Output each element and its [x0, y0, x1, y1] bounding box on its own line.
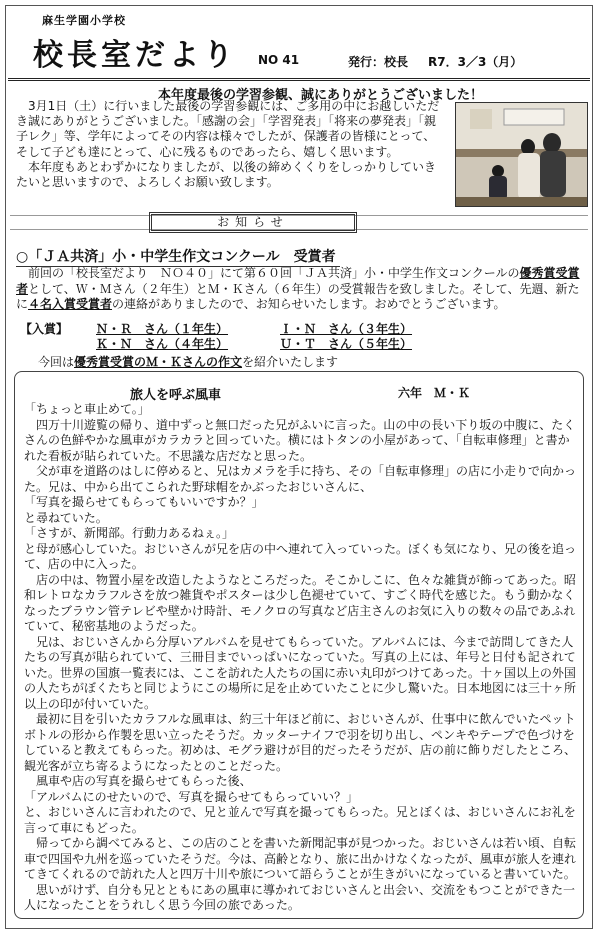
essay-paragraph: 「さすが、新聞部。行動力あるねぇ。」 [24, 526, 235, 540]
essay-title: 旅人を呼ぶ風車 [130, 388, 222, 403]
text-segment: の連絡がありましたので、お知らせいたします。おめでとうございます。 [112, 297, 506, 312]
intro-paragraph: 本年度もあとわずかになりましたが、以後の締めくくりをしっかりしていきたいと思いますので、よろしくお願い致します。 [16, 159, 437, 190]
essay-paragraph: 最初に目を引いたカラフルな風車は、約三十年ほど前に、おじいさんが、仕事中に飲んでいたペットボトルの形から作製を思い立ったそうだ。カッターナイフで羽を切り出し、ペンキやテープで色づけをしていると教えてもらった。初めは、モグラ避けが目的だったそうだが、店の前に飾りだしたところ、観光客が立ち寄るようになったとのことだった。 [24, 712, 577, 773]
issue-date: R7．3／3（月） [428, 55, 523, 69]
essay-paragraph: と尋ねていた。 [24, 510, 108, 525]
essay-paragraph: 「ちょっと車止めて。」 [24, 402, 150, 416]
class-photo [455, 102, 588, 207]
notice-title: お知らせ [149, 212, 357, 233]
essay-paragraph: 「アルバムにのせたいので、写真を撮らせてもらっていい？」 [24, 789, 359, 804]
highlight-text: ４名入賞受賞者 [28, 297, 113, 312]
publisher: 発行：校長 [348, 55, 409, 69]
essay-paragraph: 思いがけず、自分も兄とともにあの風車に導かれておじいさんと出会い、交流をもつことができた一人になったことをうれしく思う今回の旅であった。 [24, 882, 576, 912]
intro-text [16, 99, 444, 190]
essay-paragraph: と母が感心していた。おじいさんが兄を店の中へ連れて入っていった。ぼくも気になり、兄の後を追って、店の中に入った。 [24, 541, 577, 571]
section-body [16, 266, 582, 313]
text-segment: を紹介いたします [242, 355, 339, 369]
essay-paragraph: 風車や店の写真を撮らせてもらった後、 [24, 774, 252, 788]
award-winner: Ｕ・Ｔ さん（５年生） [280, 337, 413, 351]
intro-paragraph: 3月1日（土）に行いました最後の学習参観には、ご多用の中にお越しいただき誠にありがとうございました。「感謝の会」「学習発表」「将来の夢発表」「親子レク」等、学年によってその内容は様々でしたが、保護者の皆様にとって、そして子ども達にとって、心に残るものであったら、嬉しく思います。 [16, 99, 440, 159]
section-heading: ○「ＪＡ共済」小・中学生作文コンクール 受賞者 [16, 246, 340, 267]
award-winner: Ｉ・Ｎ さん（３年生） [280, 322, 413, 336]
newsletter-title: 校長室だより [33, 38, 237, 73]
headline: 本年度最後の学習参観、誠にありがとうございました！ [158, 88, 484, 103]
award-label: 【入賞】 [20, 322, 69, 336]
essay-introduction [38, 353, 338, 370]
highlight-text: 優秀賞受賞者 [16, 266, 580, 296]
award-winner: Ｋ・Ｎ さん（４年生） [96, 337, 229, 351]
class-photo-image [456, 103, 588, 207]
issue-number: NO 41 [258, 53, 300, 67]
essay-author: 六年 Ｍ・Ｋ [398, 386, 471, 400]
essay-paragraph: と、おじいさんに言われたので、兄と並んで写真を撮ってもらった。兄とぼくは、おじいさんにお礼を言って車にもどった。 [24, 805, 576, 835]
award-winner: Ｎ・Ｒ さん（１年生） [96, 322, 229, 336]
essay-paragraph: 「写真を撮らせてもらってもいいですか？」 [24, 495, 264, 509]
text-segment: 今回は [38, 355, 75, 369]
essay-paragraph: 兄は、おじいさんから分厚いアルバムを見せてもらっていた。アルバムには、今まで訪問してきた人たちの写真が貼られていて、三冊目までいっぱいになっていた。写真の上には、年号と日付も記されていた。世界の国旗一覧表には、ここを訪れた人たちの国に赤い丸印がつけてあった。十ヶ国以上の外国の人たちがぼくたちと同じようにこの場所に足を止めていたことに少し驚いた。日本地図には三十ヶ所以上の印が付いていた。 [24, 634, 577, 711]
award-announcement [16, 266, 582, 313]
essay-paragraph: 四万十川遊覧の帰り、道中ずっと無口だった兄がふいに言った。山の中の長い下り坂の中腹に、たくさんの色鮮やかな風車がカラカラと回っていた。横にはトタンの小屋があって、「自転車修理」と書かれた看板が貼られていた。不思議な店だなと思った。 [24, 417, 576, 463]
text-segment: として、Ｗ・Ｍさん（２年生）とＭ・Ｋさん（６年生）の受賞報告を致しました。そして、先週、新たに [16, 281, 580, 312]
essay-paragraph: 帰ってから調べてみると、この店のことを書いた新聞記事が見つかった。おじいさんは若い頃、自転車で四国や九州を巡っていたそうだ。今は、高齢となり、旅に出かけなくなったが、風車が旅人を連れてきてくれるので訪れた人と四万十川や旅について語らうことが生きがいになっていると書いていた。 [24, 836, 577, 881]
essay-paragraph: 店の中は、物置小屋を改造したようなところだった。そこかしこに、色々な雑貨が飾ってあった。昭和レトロなカラフルさを放つ雑貨やポスターは少し色褪せていて、すごく時代を感じた。もう動かなくなったブラウン管テレビや壁かけ時計、モノクロの写真など店主さんのお気に入りの数々の品であふれていて、秘密基地のようだった。 [24, 572, 576, 633]
text-segment: 前回の「校長室だより ＮＯ４０」にて第６０回「ＪＡ共済」小・中学生作文コンクールの [28, 266, 520, 280]
title-divider [8, 78, 590, 81]
essay-body [24, 402, 576, 914]
highlight-text: 優秀賞受賞のＭ・Ｋさんの作文 [74, 355, 243, 369]
essay-paragraph: 父が車を道路のはしに停めると、兄はカメラを手に持ち、その「自転車修理」の店に小走りで向かった。兄は、中から出てこられた野球帽をかぶったおじいさんに、 [24, 464, 577, 494]
school-name: 麻生学園小学校 [42, 14, 126, 27]
